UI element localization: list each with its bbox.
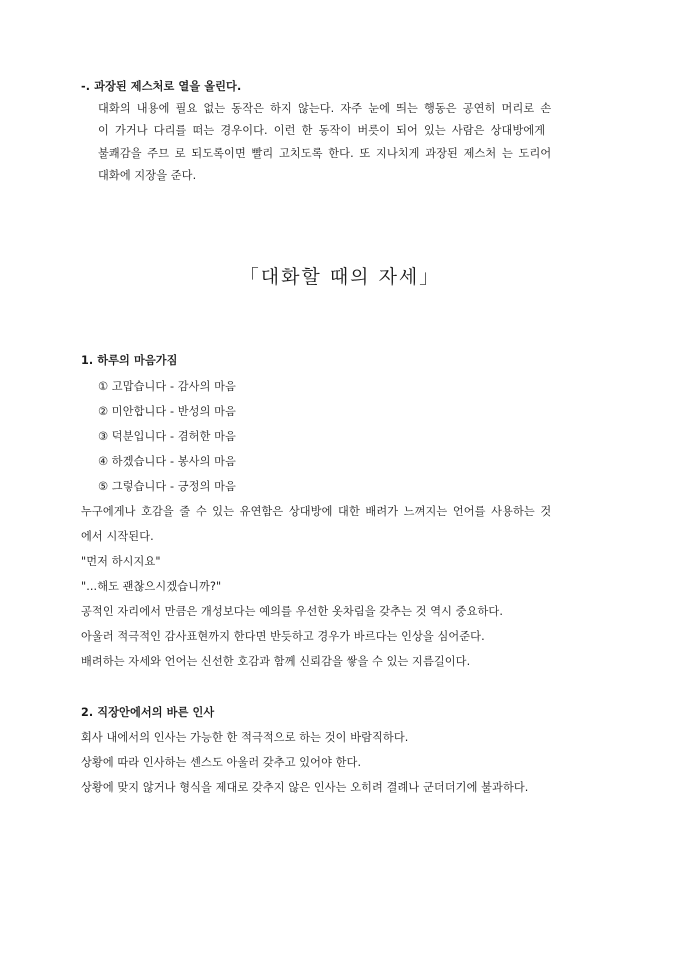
list-item: ④ 하겠습니다 - 봉사의 마음 [98,455,236,468]
list-item: ① 고맙습니다 - 감사의 마음 [98,380,236,393]
quote-line: "...해도 괜찮으시겠습니까?" [81,580,222,593]
section1-heading: 1. 하루의 마음가짐 [81,354,178,367]
section2-heading: 2. 직장안에서의 바른 인사 [81,706,215,719]
intro-line-3: 불쾌감을 주므 로 되도록이면 빨리 고치도록 한다. 또 지나치게 과장된 제스처 는 도리어 [98,147,552,160]
list-item: ② 미안합니다 - 반성의 마음 [98,405,236,418]
intro-line-1: 대화의 내용에 필요 없는 동작은 하지 않는다. 자주 눈에 띄는 행동은 공연히 머리로 손 [98,102,552,115]
intro-line-4: 대화에 지장을 준다. [98,169,197,182]
list-item: ⑤ 그렇습니다 - 긍정의 마음 [98,480,236,493]
list-item: ③ 덕분입니다 - 겸허한 마음 [98,430,236,443]
intro-line-2: 이 가거나 다리를 떠는 경우이다. 이런 한 동작이 버릇이 되어 있는 사람은 상대방에게 [98,124,546,137]
section2-body-line: 상황에 따라 인사하는 센스도 아울러 갖추고 있어야 한다. [81,756,362,769]
section2-body-line: 상황에 맞지 않거나 형식을 제대로 갖추지 않은 인사는 오히려 결례나 군더더기에 불과하다. [81,781,529,794]
section1-body-line: 누구에게나 호감을 줄 수 있는 유연함은 상대방에 대한 배려가 느껴지는 언어를 사용하는 것 [81,505,552,518]
section2-body-line: 회사 내에서의 인사는 가능한 한 적극적으로 하는 것이 바람직하다. [81,731,409,744]
section1-body-line: 공적인 자리에서 만큼은 개성보다는 예의를 우선한 옷차림을 갖추는 것 역시 중요하다. [81,605,503,618]
section1-body-line: 에서 시작된다. [81,530,154,543]
page-title: 「대화할 때의 자세」 [239,266,441,288]
section1-body-line: 배려하는 자세와 언어는 신선한 호감과 함께 신뢰감을 쌓을 수 있는 지름길이다. [81,655,471,668]
section1-body-line: 아울러 적극적인 감사표현까지 한다면 반듯하고 경우가 바르다는 인상을 심어준다. [81,630,485,643]
intro-heading: -. 과장된 제스처로 열을 올린다. [81,80,242,93]
quote-line: "먼저 하시지요" [81,555,161,568]
